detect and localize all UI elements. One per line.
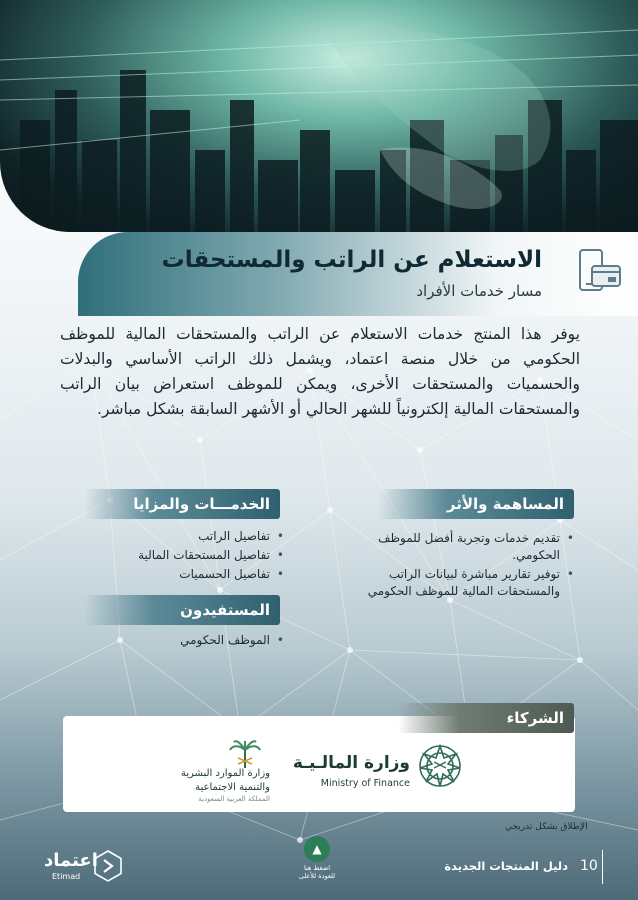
page-title: الاستعلام عن الراتب والمستحقات (161, 247, 542, 273)
section-header-beneficiaries: المستفيدون (84, 595, 280, 625)
list-item: • توفير تقارير مباشرة لبيانات الراتب والمستحقات المالية للموظف الحكومي (350, 566, 560, 600)
hero-image (0, 0, 638, 232)
back-to-top-label[interactable]: اضغط هنا (303, 864, 331, 872)
mof-name-en: Ministry of Finance (320, 778, 410, 789)
etimad-brand-en: Etimad (52, 872, 81, 881)
ministry-of-finance-logo (292, 738, 465, 798)
wallet-card-icon (570, 244, 626, 300)
hr-ministry-line1: وزارة الموارد البشرية (180, 768, 270, 779)
mof-seal-icon (415, 738, 465, 794)
section-header-partners: الشركاء (398, 703, 574, 733)
list-item: • تفاصيل الحسميات (100, 566, 270, 583)
section-header-impact: المساهمة والأثر (378, 489, 574, 519)
list-item: • تفاصيل المستحقات المالية (100, 547, 270, 564)
page-subtitle: مسار خدمات الأفراد (416, 282, 542, 300)
intro-paragraph: يوفر هذا المنتج خدمات الاستعلام عن الراتب والمستحقات المالية للموظف الحكومي من خلال منصة اعتماد، ويشمل ذلك الراتب الأساسي والبدلات والحسميات والمستحقات الأخرى، ويمكن للموظف استعراض بيان الراتب والمستحقات المالية إلكترونياً للشهر الحالي أو الأشهر السابقة بشكل مباشر. (60, 325, 580, 418)
services-list (100, 528, 288, 585)
section-header-services: الخدمـــات والمزايا (84, 489, 280, 519)
up-arrow-icon: ▲ (312, 842, 322, 856)
hr-ministry-line3: المملكة العربية السعودية (198, 795, 270, 803)
hr-ministry-line2: والتنمية الاجتماعية (195, 782, 270, 793)
footer-page-title: دليل المنتجات الجديدة (444, 859, 568, 873)
impact-list (350, 530, 578, 602)
palm-icon (228, 740, 262, 768)
launch-note: الإطلاق بشكل تدريجي (505, 822, 588, 832)
title-band (78, 232, 638, 316)
list-item: • تفاصيل الراتب (100, 528, 270, 545)
page-number: 10 (580, 858, 598, 874)
footer-divider (602, 850, 603, 884)
list-item: • الموظف الحكومي (100, 632, 270, 649)
beneficiaries-list (100, 632, 288, 651)
back-to-top-label[interactable]: للعودة للأعلى (298, 872, 336, 880)
etimad-brand-ar: اعتماد (44, 850, 98, 871)
hr-ministry-logo (170, 740, 270, 806)
mof-name-ar: وزارة المالـيـة (292, 753, 410, 773)
back-to-top-button[interactable] (304, 836, 330, 862)
city-hands-illustration (0, 0, 638, 232)
list-item: • تقديم خدمات وتجربة أفضل للموظف الحكومي. (350, 530, 560, 564)
